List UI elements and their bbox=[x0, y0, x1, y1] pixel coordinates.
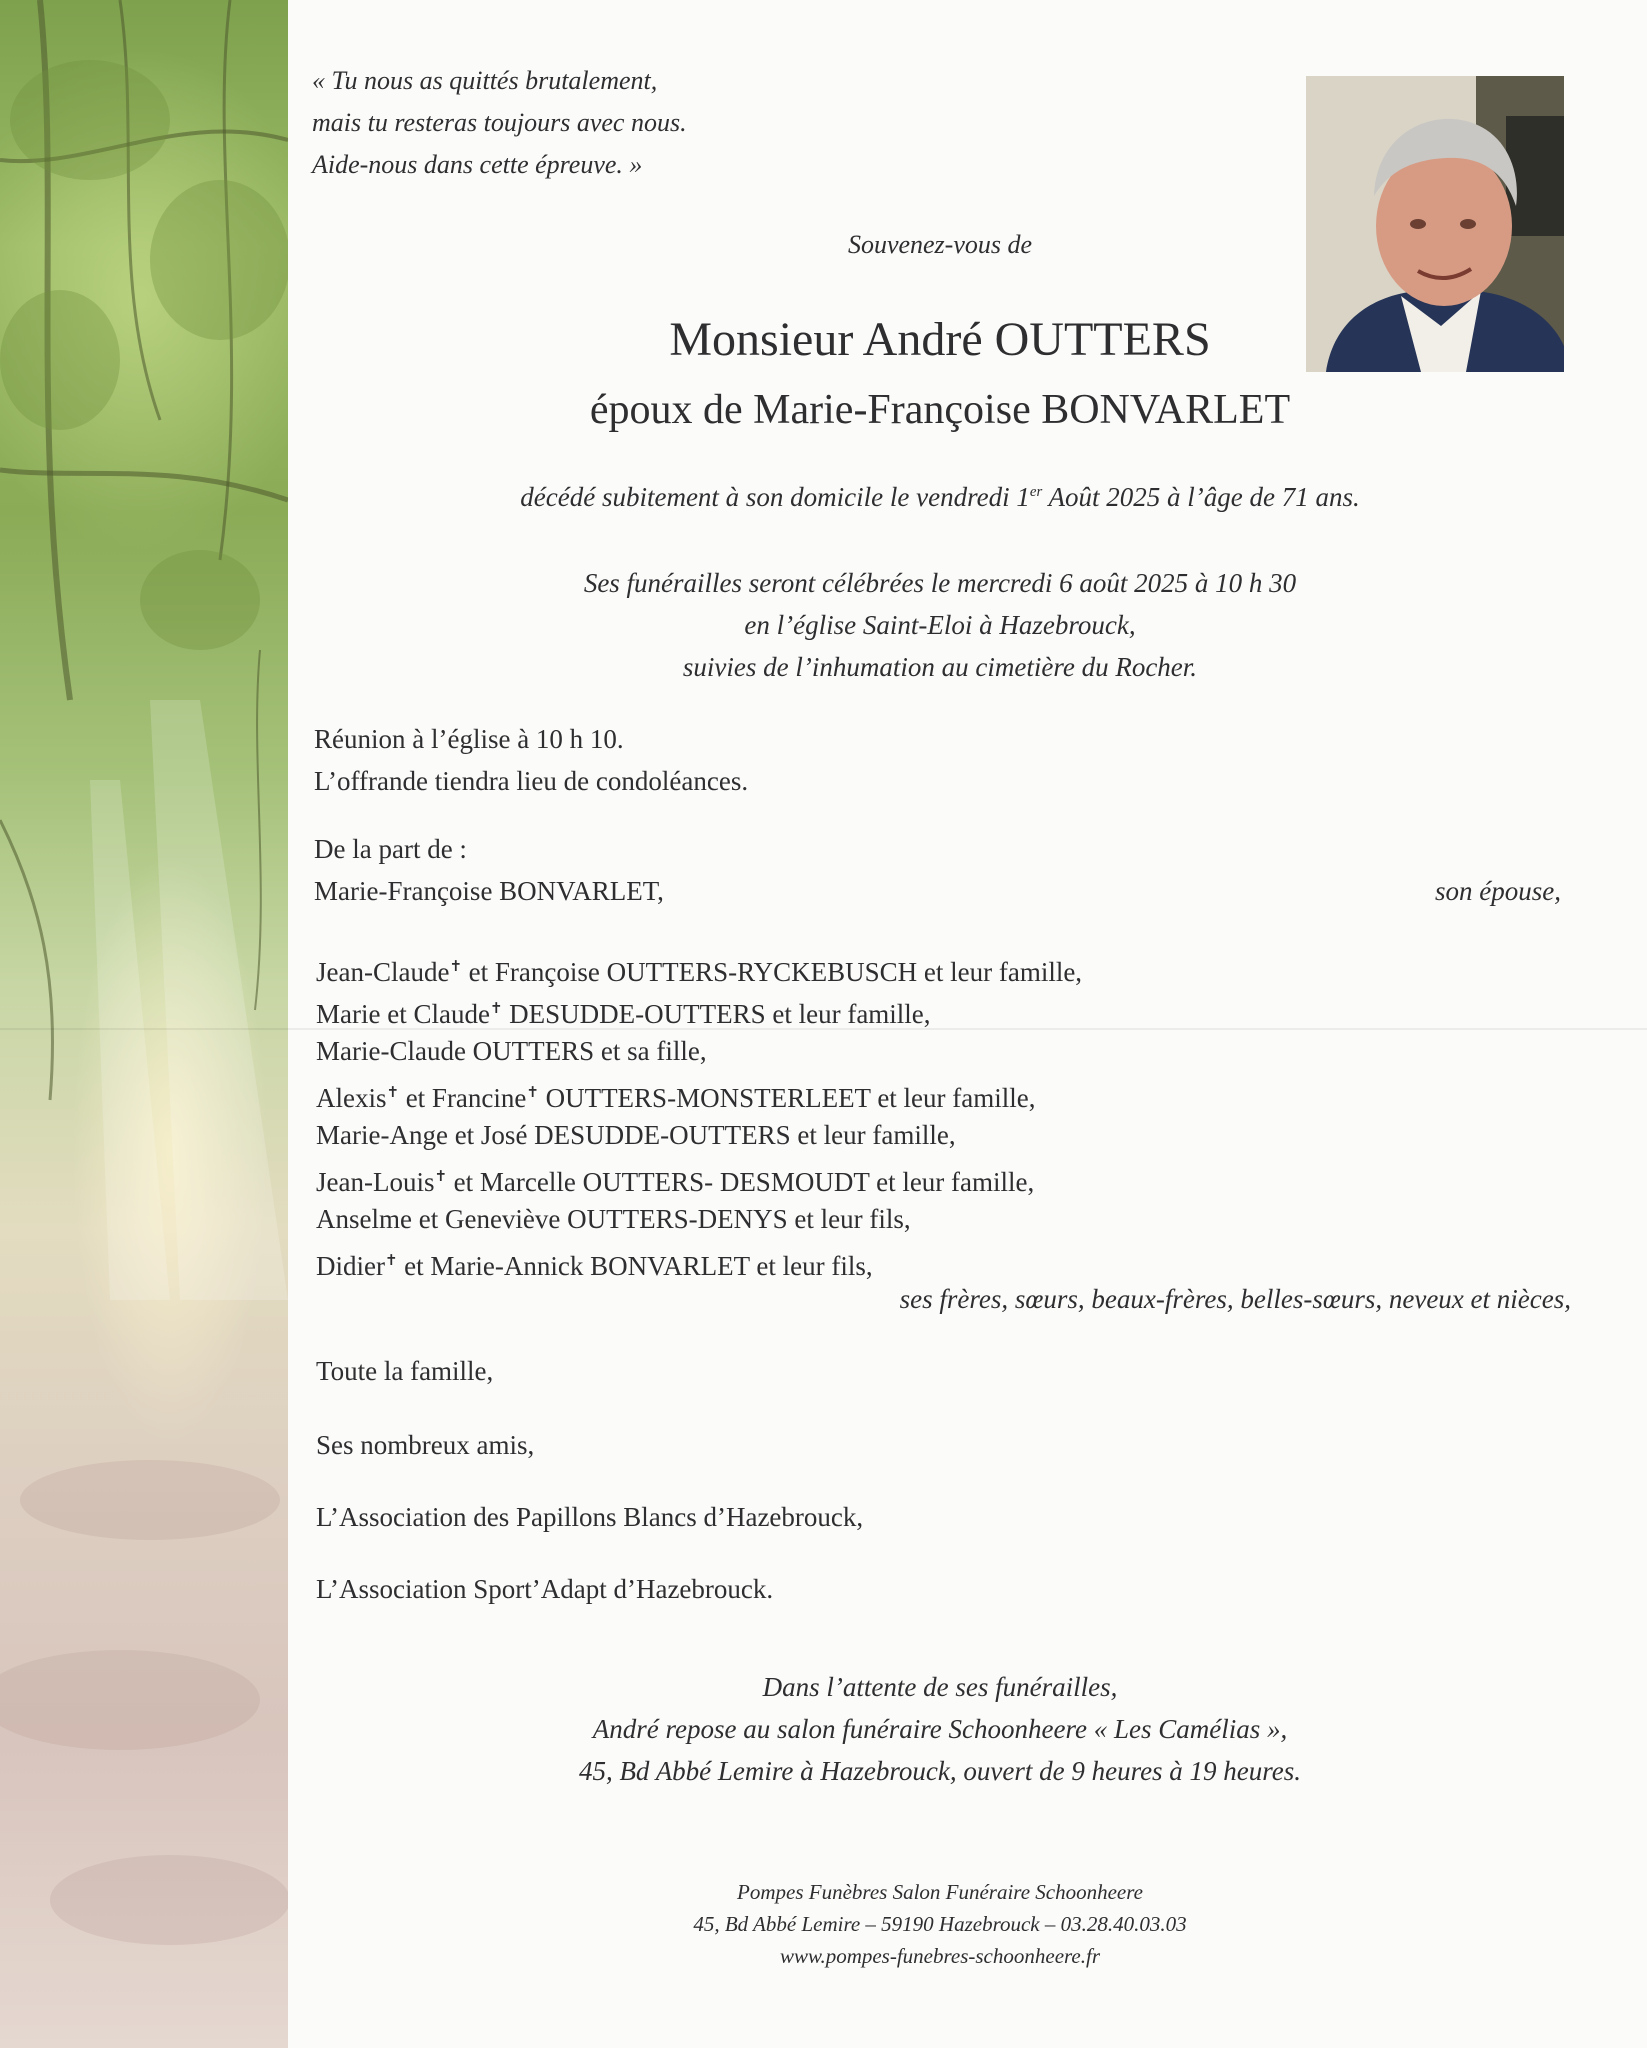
death-text-end: Août 2025 à l’âge de 71 ans. bbox=[1042, 482, 1360, 512]
family-line-4-part-b: et Francine bbox=[398, 1083, 527, 1113]
death-text-start: décédé subitement à son domicile le vendredi 1 bbox=[520, 482, 1030, 512]
funeral-home-footer bbox=[0, 1876, 1647, 1972]
funeral-line-3: suivies de l’inhumation au cimetière du Rocher. bbox=[682, 652, 1198, 682]
family-line-4-part-c: OUTTERS-MONSTERLEET et leur famille, bbox=[538, 1083, 1036, 1113]
quote-line-2: mais tu resteras toujours avec nous. bbox=[312, 108, 687, 137]
funeral-line-1: Ses funérailles seront célébrées le mercredi 6 août 2025 à 10 h 30 bbox=[583, 568, 1297, 598]
rest-line-1: Dans l’attente de ses funérailles, bbox=[762, 1672, 1118, 1702]
funeral-info bbox=[0, 562, 1647, 688]
footer-company: Pompes Funèbres Salon Funéraire Schoonheere bbox=[737, 1880, 1143, 1904]
footer-address: 45, Bd Abbé Lemire – 59190 Hazebrouck – 03.28.40.03.03 bbox=[693, 1912, 1187, 1936]
footer-website: www.pompes-funebres-schoonheere.fr bbox=[779, 1944, 1100, 1968]
family-line-5-text: Marie-Ange et José DESUDDE-OUTTERS et leur famille, bbox=[316, 1120, 956, 1150]
family-line-8-part-a: Didier bbox=[316, 1251, 385, 1281]
other-mourners-4: L’Association Sport’Adapt d’Hazebrouck. bbox=[316, 1574, 774, 1604]
family-line-7-text: Anselme et Geneviève OUTTERS-DENYS et leur fils, bbox=[316, 1204, 911, 1234]
deceased-name: Monsieur André OUTTERS bbox=[669, 313, 1211, 366]
family-list bbox=[316, 946, 1082, 1282]
cross-symbol: ✝ bbox=[386, 1085, 399, 1101]
family-line-1-part-a: Jean-Claude bbox=[316, 957, 450, 987]
other-mourners-3: L’Association des Papillons Blancs d’Hazebrouck, bbox=[316, 1502, 864, 1532]
family-line-8 bbox=[316, 1240, 1082, 1282]
rest-line-3: 45, Bd Abbé Lemire à Hazebrouck, ouvert de 9 heures à 19 heures. bbox=[578, 1756, 1302, 1786]
family-line-1-part-b: et Françoise OUTTERS-RYCKEBUSCH et leur famille, bbox=[461, 957, 1083, 987]
quote-line-1: « Tu nous as quittés brutalement, bbox=[312, 66, 658, 95]
cross-symbol: ✝ bbox=[489, 1001, 503, 1017]
cross-symbol: ✝ bbox=[434, 1169, 447, 1185]
meeting-line-2: L’offrande tiendra lieu de condoléances. bbox=[314, 766, 749, 796]
death-notice bbox=[0, 482, 1647, 513]
family-line-1 bbox=[316, 946, 1082, 988]
from-label: De la part de : bbox=[314, 834, 467, 864]
cross-symbol: ✝ bbox=[384, 1253, 398, 1269]
family-line-3-text: Marie-Claude OUTTERS et sa fille, bbox=[316, 1036, 707, 1066]
cross-symbol: ✝ bbox=[449, 959, 462, 975]
family-line-6-part-a: Jean-Louis bbox=[316, 1167, 435, 1197]
family-line-6 bbox=[316, 1156, 1082, 1198]
family-line-5 bbox=[316, 1114, 1082, 1156]
other-mourners-2: Ses nombreux amis, bbox=[316, 1430, 535, 1460]
wife-role: son épouse, bbox=[1435, 876, 1561, 906]
family-line-2-part-a: Marie et Claude bbox=[316, 999, 490, 1029]
meeting-line-1: Réunion à l’église à 10 h 10. bbox=[314, 724, 624, 754]
other-mourners-1: Toute la famille, bbox=[316, 1356, 494, 1386]
cross-symbol: ✝ bbox=[526, 1085, 539, 1101]
funeral-line-2: en l’église Saint-Eloi à Hazebrouck, bbox=[744, 610, 1136, 640]
family-line-4 bbox=[316, 1072, 1082, 1114]
quote-line-3: Aide-nous dans cette épreuve. » bbox=[312, 150, 643, 179]
meeting-info bbox=[314, 718, 748, 802]
intro-text: Souvenez-vous de bbox=[847, 230, 1033, 259]
family-line-3 bbox=[316, 1030, 1082, 1072]
spouse-line: époux de Marie-Françoise BONVARLET bbox=[589, 387, 1291, 433]
death-sup: er bbox=[1029, 484, 1043, 500]
wife-name: Marie-Françoise BONVARLET, bbox=[314, 876, 664, 906]
family-line-2 bbox=[316, 988, 1082, 1030]
family-line-4-part-a: Alexis bbox=[316, 1083, 387, 1113]
opening-quote bbox=[312, 60, 687, 186]
family-role: ses frères, sœurs, beaux-frères, belles-sœurs, neveux et nièces, bbox=[899, 1284, 1571, 1314]
rest-info bbox=[0, 1666, 1647, 1792]
family-line-2-part-b: DESUDDE-OUTTERS et leur famille, bbox=[502, 999, 931, 1029]
family-line-8-part-b: et Marie-Annick BONVARLET et leur fils, bbox=[397, 1251, 873, 1281]
rest-line-2: André repose au salon funéraire Schoonheere « Les Camélias », bbox=[592, 1714, 1288, 1744]
family-line-6-part-b: et Marcelle OUTTERS- DESMOUDT et leur famille, bbox=[446, 1167, 1035, 1197]
family-line-7 bbox=[316, 1198, 1082, 1240]
